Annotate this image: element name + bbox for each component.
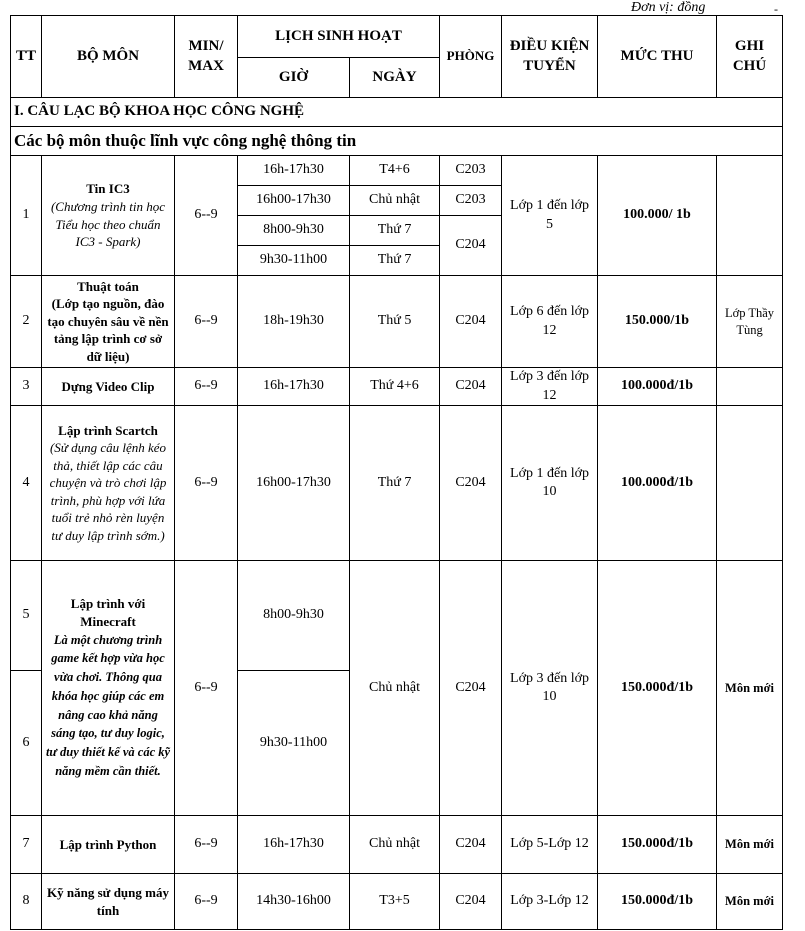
room-cell: C204: [440, 406, 502, 561]
col-header-tt: TT: [11, 16, 42, 98]
table-row: [11, 816, 783, 874]
room-cell: C204: [440, 874, 502, 930]
subject-cell: [42, 156, 175, 276]
table-row: [11, 874, 783, 930]
minmax-cell: 6--9: [175, 406, 238, 561]
requirement-cell: Lớp 3 đến lớp 10: [502, 561, 598, 816]
fee-cell: 100.000đ/1b: [598, 368, 717, 406]
day-cell: Thứ 7: [350, 246, 440, 276]
table-row: [11, 561, 783, 671]
subsection-title: Các bộ môn thuộc lĩnh vực công nghệ thông tin: [11, 127, 783, 156]
day-cell: Thứ 7: [350, 406, 440, 561]
time-cell: 8h00-9h30: [238, 216, 350, 246]
subject-title: Dựng Video Clip: [61, 378, 155, 394]
minmax-cell: 6--9: [175, 368, 238, 406]
header-row: [11, 16, 783, 58]
subject-cell: [42, 816, 175, 874]
table-row: [11, 156, 783, 186]
fee-cell: 100.000đ/1b: [598, 406, 717, 561]
room-cell: C203: [440, 186, 502, 216]
row-number: 1: [11, 156, 42, 276]
fee-cell: 150.000/1b: [598, 276, 717, 368]
requirement-cell: Lớp 6 đến lớp 12: [502, 276, 598, 368]
row-number: 4: [11, 406, 42, 561]
row-number: 8: [11, 874, 42, 930]
subject-cell: [42, 368, 175, 406]
table-row: [11, 406, 783, 561]
note-cell: [717, 368, 783, 406]
time-cell: 16h00-17h30: [238, 406, 350, 561]
subject-cell: [42, 406, 175, 561]
minmax-cell: 6--9: [175, 156, 238, 276]
minmax-line-2: MAX: [188, 57, 224, 74]
req-line-2: TUYỂN: [523, 57, 576, 74]
col-header-requirement: [502, 16, 598, 98]
room-cell: C204: [440, 216, 502, 276]
corner-mark: -: [774, 2, 778, 16]
subject-title: Kỹ năng sử dụng máy tính: [47, 884, 169, 918]
time-cell: 18h-19h30: [238, 276, 350, 368]
room-cell: C204: [440, 368, 502, 406]
fee-cell: 150.000đ/1b: [598, 874, 717, 930]
subject-title: Tin IC3: [86, 181, 130, 197]
minmax-cell: 6--9: [175, 816, 238, 874]
day-cell: Thứ 4+6: [350, 368, 440, 406]
fee-cell: 150.000đ/1b: [598, 561, 717, 816]
club-schedule-table: [10, 15, 783, 930]
subject-title: Lập trình với Minecraft: [70, 596, 146, 629]
subsection-row: [11, 127, 783, 156]
row-number: 5: [11, 561, 42, 671]
requirement-cell: Lớp 3 đến lớp 12: [502, 368, 598, 406]
time-cell: 9h30-11h00: [238, 246, 350, 276]
requirement-cell: Lớp 5-Lớp 12: [502, 816, 598, 874]
subject-cell: [42, 276, 175, 368]
room-cell: C204: [440, 276, 502, 368]
room-cell: C203: [440, 156, 502, 186]
subject-title: Thuật toán: [77, 278, 139, 294]
requirement-cell: Lớp 1 đến lớp 5: [502, 156, 598, 276]
fee-cell: 100.000/ 1b: [598, 156, 717, 276]
day-cell: T4+6: [350, 156, 440, 186]
subject-desc: (Lớp tạo nguồn, đào tạo chuyên sâu về nền tảng lập trình cơ sở dữ liệu): [47, 296, 169, 364]
day-cell: Chủ nhật: [350, 186, 440, 216]
col-header-room: PHÒNG: [440, 16, 502, 98]
col-header-note: [717, 16, 783, 98]
note-line-1: GHI: [734, 38, 765, 54]
room-cell: C204: [440, 816, 502, 874]
minmax-cell: 6--9: [175, 874, 238, 930]
time-cell: 16h-17h30: [238, 156, 350, 186]
subject-desc: (Chương trình tin học Tiểu học theo chuẩn IC3 - Spark): [50, 198, 166, 250]
row-number: 6: [11, 671, 42, 816]
minmax-cell: 6--9: [175, 276, 238, 368]
note-cell: Môn mới: [717, 561, 783, 816]
col-header-subject: BỘ MÔN: [42, 16, 175, 98]
row-number: 2: [11, 276, 42, 368]
col-header-fee: MỨC THU: [598, 16, 717, 98]
table-row: [11, 276, 783, 368]
table-row: [11, 368, 783, 406]
subject-cell: [42, 874, 175, 930]
subject-title: Lập trình Scartch: [58, 422, 158, 438]
section-row: [11, 98, 783, 127]
room-cell: C204: [440, 561, 502, 816]
requirement-cell: Lớp 3-Lớp 12: [502, 874, 598, 930]
subject-title: Lập trình Python: [59, 836, 157, 852]
note-line-2: CHÚ: [732, 57, 767, 74]
col-header-day: NGÀY: [350, 58, 440, 98]
note-cell: [717, 406, 783, 561]
note-cell: Môn mới: [717, 874, 783, 930]
fee-cell: 150.000đ/1b: [598, 816, 717, 874]
time-cell: 8h00-9h30: [238, 561, 350, 671]
day-cell: Thứ 5: [350, 276, 440, 368]
requirement-cell: Lớp 1 đến lớp 10: [502, 406, 598, 561]
row-number: 3: [11, 368, 42, 406]
row-number: 7: [11, 816, 42, 874]
col-header-time: GIỜ: [238, 58, 350, 98]
time-cell: 16h-17h30: [238, 368, 350, 406]
day-cell: Thứ 7: [350, 216, 440, 246]
time-cell: 16h00-17h30: [238, 186, 350, 216]
col-header-schedule: LỊCH SINH HOẠT: [238, 16, 440, 58]
day-cell: Chủ nhật: [350, 561, 440, 816]
time-cell: 14h30-16h00: [238, 874, 350, 930]
time-cell: 9h30-11h00: [238, 671, 350, 816]
note-cell: Lớp Thầy Tùng: [717, 276, 783, 368]
note-cell: [717, 156, 783, 276]
day-cell: T3+5: [350, 874, 440, 930]
subject-desc: (Sử dụng câu lệnh kéo thả, thiết lập các câu chuyện và trò chơi lập trình, phù hợp với lứa tuổi trẻ nhỏ rèn luyện tư duy lập trình sớm.): [49, 440, 167, 543]
note-cell: Môn mới: [717, 816, 783, 874]
time-cell: 16h-17h30: [238, 816, 350, 874]
unit-label: Đơn vị: đồng: [631, 0, 706, 15]
subject-desc: Là một chương trình game kết hợp vừa học vừa chơi. Thông qua khóa học giúp các em nâng cao khả năng sáng tạo, tư duy logic, tư duy thiết kế và các kỹ năng mềm cần thiết.: [45, 632, 171, 778]
minmax-cell: 6--9: [175, 561, 238, 816]
minmax-line-1: MIN/: [188, 38, 224, 54]
col-header-minmax: [175, 16, 238, 98]
section-title: I. CÂU LẠC BỘ KHOA HỌC CÔNG NGHỆ: [11, 98, 783, 127]
req-line-1: ĐIỀU KIỆN: [509, 38, 590, 54]
subject-cell: [42, 561, 175, 816]
day-cell: Chủ nhật: [350, 816, 440, 874]
